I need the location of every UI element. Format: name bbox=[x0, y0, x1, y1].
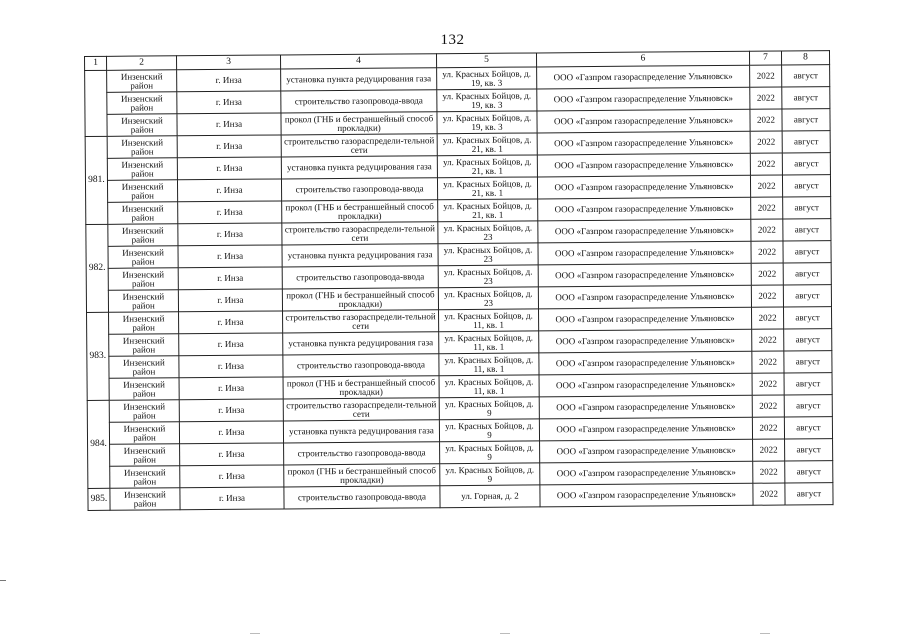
cell-org: ООО «Газпром газораспределение Ульяновск» bbox=[537, 131, 750, 155]
cell-district: Инзенский район bbox=[110, 444, 180, 467]
cell-org: ООО «Газпром газораспределение Ульяновск» bbox=[539, 395, 752, 419]
cell-month: август bbox=[783, 263, 831, 285]
cell-work: строительство газораспредели-тельной сети bbox=[283, 310, 439, 333]
cell-work: строительство газораспредели-тельной сети bbox=[283, 398, 439, 421]
cell-month: август bbox=[783, 197, 831, 219]
cell-year: 2022 bbox=[750, 175, 782, 197]
cell-work: строительство газопровода-ввода bbox=[281, 90, 437, 113]
cell-city: г. Инза bbox=[178, 201, 282, 224]
col-header: 8 bbox=[781, 51, 829, 65]
cell-work: строительство газопровода-ввода bbox=[281, 178, 437, 201]
cell-month: август bbox=[782, 65, 830, 87]
cell-month: август bbox=[785, 439, 833, 461]
cell-address: ул. Красных Бойцов, д. 11, кв. 1 bbox=[439, 309, 539, 332]
cell-district: Инзенский район bbox=[109, 356, 179, 379]
cell-month: август bbox=[785, 483, 833, 505]
cell-work: прокол (ГНБ и бестраншейный способ прокладки) bbox=[281, 112, 437, 135]
cell-year: 2022 bbox=[752, 395, 784, 417]
cell-year: 2022 bbox=[750, 65, 782, 87]
cell-city: г. Инза bbox=[178, 245, 282, 268]
cell-year: 2022 bbox=[751, 197, 783, 219]
cell-org: ООО «Газпром газораспределение Ульяновск» bbox=[539, 417, 752, 441]
cell-work: установка пункта редуцирования газа bbox=[283, 420, 439, 443]
cell-address: ул. Красных Бойцов, д. 11, кв. 1 bbox=[439, 353, 539, 376]
col-header: 4 bbox=[280, 54, 436, 69]
cell-year: 2022 bbox=[750, 87, 782, 109]
cell-work: строительство газопровода-ввода bbox=[283, 354, 439, 377]
cell-work: установка пункта редуцирования газа bbox=[281, 156, 437, 179]
cell-district: Инзенский район bbox=[109, 400, 179, 423]
cell-city: г. Инза bbox=[180, 465, 284, 488]
cell-city: г. Инза bbox=[180, 443, 284, 466]
cell-address: ул. Красных Бойцов, д. 19, кв. 3 bbox=[437, 89, 537, 112]
cell-org: ООО «Газпром газораспределение Ульяновск» bbox=[537, 153, 750, 177]
cell-address: ул. Красных Бойцов, д. 9 bbox=[439, 419, 539, 442]
table-body bbox=[85, 65, 833, 511]
cell-address: ул. Красных Бойцов, д. 23 bbox=[438, 243, 538, 266]
cell-address: ул. Красных Бойцов, д. 23 bbox=[438, 287, 538, 310]
entry-number: 982. bbox=[86, 224, 109, 312]
cell-org: ООО «Газпром газораспределение Ульяновск» bbox=[537, 109, 750, 133]
cell-work: прокол (ГНБ и бестраншейный способ прокладки) bbox=[282, 288, 438, 311]
cell-address: ул. Красных Бойцов, д. 9 bbox=[440, 441, 540, 464]
col-header: 7 bbox=[749, 51, 781, 65]
cell-month: август bbox=[785, 461, 833, 483]
cell-month: август bbox=[782, 175, 830, 197]
cell-address: ул. Красных Бойцов, д. 23 bbox=[438, 265, 538, 288]
cell-year: 2022 bbox=[751, 241, 783, 263]
cell-month: август bbox=[784, 395, 832, 417]
cell-city: г. Инза bbox=[179, 333, 283, 356]
col-header: 2 bbox=[107, 56, 177, 71]
cell-year: 2022 bbox=[750, 131, 782, 153]
cell-year: 2022 bbox=[752, 373, 784, 395]
cell-city: г. Инза bbox=[177, 135, 281, 158]
cell-month: август bbox=[784, 351, 832, 373]
cell-year: 2022 bbox=[753, 483, 785, 505]
cell-month: август bbox=[784, 373, 832, 395]
cell-org: ООО «Газпром газораспределение Ульяновск» bbox=[538, 219, 751, 243]
cell-year: 2022 bbox=[751, 307, 783, 329]
cell-city: г. Инза bbox=[177, 179, 281, 202]
cell-city: г. Инза bbox=[179, 399, 283, 422]
cell-city: г. Инза bbox=[177, 113, 281, 136]
cell-work: прокол (ГНБ и бестраншейный способ прокладки) bbox=[283, 376, 439, 399]
cell-address: ул. Красных Бойцов, д. 21, кв. 1 bbox=[437, 133, 537, 156]
cell-district: Инзенский район bbox=[109, 312, 179, 335]
cell-city: г. Инза bbox=[177, 91, 281, 114]
cell-address: ул. Красных Бойцов, д. 19, кв. 3 bbox=[437, 111, 537, 134]
cell-month: август bbox=[783, 241, 831, 263]
scan-artifact bbox=[250, 633, 260, 634]
cell-address: ул. Красных Бойцов, д. 21, кв. 1 bbox=[438, 199, 538, 222]
col-header: 5 bbox=[436, 53, 536, 68]
cell-city: г. Инза bbox=[179, 311, 283, 334]
cell-city: г. Инза bbox=[179, 355, 283, 378]
cell-district: Инзенский район bbox=[107, 70, 177, 93]
cell-year: 2022 bbox=[752, 329, 784, 351]
cell-work: строительство газораспредели-тельной сети bbox=[282, 222, 438, 245]
cell-month: август bbox=[782, 87, 830, 109]
cell-org: ООО «Газпром газораспределение Ульяновск» bbox=[538, 263, 751, 287]
cell-address: ул. Красных Бойцов, д. 9 bbox=[439, 397, 539, 420]
col-header: 1 bbox=[85, 56, 107, 70]
cell-address: ул. Красных Бойцов, д. 19, кв. 3 bbox=[437, 67, 537, 90]
cell-district: Инзенский район bbox=[107, 114, 177, 137]
cell-district: Инзенский район bbox=[110, 488, 180, 511]
cell-district: Инзенский район bbox=[107, 92, 177, 115]
cell-work: строительство газопровода-ввода bbox=[282, 266, 438, 289]
cell-year: 2022 bbox=[750, 109, 782, 131]
cell-address: ул. Красных Бойцов, д. 11, кв. 1 bbox=[439, 331, 539, 354]
cell-year: 2022 bbox=[752, 417, 784, 439]
cell-district: Инзенский район bbox=[107, 136, 177, 159]
cell-org: ООО «Газпром газораспределение Ульяновск» bbox=[537, 87, 750, 111]
entry-number bbox=[85, 70, 108, 136]
cell-org: ООО «Газпром газораспределение Ульяновск» bbox=[538, 285, 751, 309]
cell-city: г. Инза bbox=[178, 267, 282, 290]
cell-district: Инзенский район bbox=[108, 224, 178, 247]
cell-city: г. Инза bbox=[179, 377, 283, 400]
cell-month: август bbox=[782, 109, 830, 131]
gas-works-table bbox=[84, 50, 834, 511]
cell-address: ул. Красных Бойцов, д. 21, кв. 1 bbox=[437, 155, 537, 178]
cell-work: установка пункта редуцирования газа bbox=[283, 332, 439, 355]
cell-district: Инзенский район bbox=[107, 180, 177, 203]
entry-number: 984. bbox=[87, 400, 110, 488]
document-sheet bbox=[84, 50, 834, 511]
cell-address: ул. Красных Бойцов, д. 23 bbox=[438, 221, 538, 244]
cell-year: 2022 bbox=[752, 351, 784, 373]
cell-month: август bbox=[784, 329, 832, 351]
cell-district: Инзенский район bbox=[107, 158, 177, 181]
cell-month: август bbox=[783, 285, 831, 307]
entry-number: 983. bbox=[87, 312, 110, 400]
cell-district: Инзенский район bbox=[109, 378, 179, 401]
col-header: 6 bbox=[536, 51, 749, 67]
cell-work: строительство газопровода-ввода bbox=[284, 442, 440, 465]
cell-city: г. Инза bbox=[177, 157, 281, 180]
cell-work: установка пункта редуцирования газа bbox=[281, 68, 437, 91]
table-row bbox=[88, 483, 833, 511]
cell-address: ул. Горная, д. 2 bbox=[440, 485, 540, 508]
cell-address: ул. Красных Бойцов, д. 11, кв. 1 bbox=[439, 375, 539, 398]
cell-district: Инзенский район bbox=[108, 268, 178, 291]
cell-org: ООО «Газпром газораспределение Ульяновск» bbox=[540, 461, 753, 485]
cell-city: г. Инза bbox=[178, 289, 282, 312]
cell-work: строительство газораспредели-тельной сети bbox=[281, 134, 437, 157]
cell-district: Инзенский район bbox=[108, 290, 178, 313]
col-header: 3 bbox=[177, 55, 281, 70]
cell-address: ул. Красных Бойцов, д. 21, кв. 1 bbox=[437, 177, 537, 200]
cell-work: прокол (ГНБ и бестраншейный способ прокладки) bbox=[284, 464, 440, 487]
cell-district: Инзенский район bbox=[108, 202, 178, 225]
cell-city: г. Инза bbox=[180, 487, 284, 510]
entry-number: 981. bbox=[85, 136, 108, 224]
cell-district: Инзенский район bbox=[109, 334, 179, 357]
cell-org: ООО «Газпром газораспределение Ульяновск» bbox=[539, 329, 752, 353]
cell-year: 2022 bbox=[751, 219, 783, 241]
scan-artifact bbox=[500, 633, 510, 634]
cell-month: август bbox=[782, 153, 830, 175]
cell-year: 2022 bbox=[750, 153, 782, 175]
cell-work: установка пункта редуцирования газа bbox=[282, 244, 438, 267]
cell-month: август bbox=[784, 417, 832, 439]
cell-city: г. Инза bbox=[177, 69, 281, 92]
cell-work: строительство газопровода-ввода bbox=[284, 486, 440, 509]
cell-year: 2022 bbox=[751, 285, 783, 307]
cell-org: ООО «Газпром газораспределение Ульяновск» bbox=[539, 307, 752, 331]
cell-month: август bbox=[782, 131, 830, 153]
page-number: 132 bbox=[440, 32, 465, 48]
cell-address: ул. Красных Бойцов, д. 9 bbox=[440, 463, 540, 486]
cell-org: ООО «Газпром газораспределение Ульяновск» bbox=[539, 373, 752, 397]
cell-month: август bbox=[783, 307, 831, 329]
cell-city: г. Инза bbox=[179, 421, 283, 444]
cell-city: г. Инза bbox=[178, 223, 282, 246]
cell-year: 2022 bbox=[751, 263, 783, 285]
cell-district: Инзенский район bbox=[109, 422, 179, 445]
cell-org: ООО «Газпром газораспределение Ульяновск» bbox=[539, 351, 752, 375]
cell-org: ООО «Газпром газораспределение Ульяновск» bbox=[538, 197, 751, 221]
cell-org: ООО «Газпром газораспределение Ульяновск» bbox=[538, 241, 751, 265]
cell-district: Инзенский район bbox=[110, 466, 180, 489]
cell-org: ООО «Газпром газораспределение Ульяновск» bbox=[540, 483, 753, 507]
cell-district: Инзенский район bbox=[108, 246, 178, 269]
cell-org: ООО «Газпром газораспределение Ульяновск» bbox=[537, 175, 750, 199]
entry-number: 985. bbox=[88, 488, 110, 510]
scan-artifact bbox=[760, 633, 770, 634]
cell-work: прокол (ГНБ и бестраншейный способ прокладки) bbox=[282, 200, 438, 223]
cell-year: 2022 bbox=[753, 461, 785, 483]
cell-org: ООО «Газпром газораспределение Ульяновск» bbox=[537, 65, 750, 89]
cell-org: ООО «Газпром газораспределение Ульяновск» bbox=[540, 439, 753, 463]
cell-month: август bbox=[783, 219, 831, 241]
cell-year: 2022 bbox=[753, 439, 785, 461]
scan-edge-mark bbox=[0, 580, 6, 581]
